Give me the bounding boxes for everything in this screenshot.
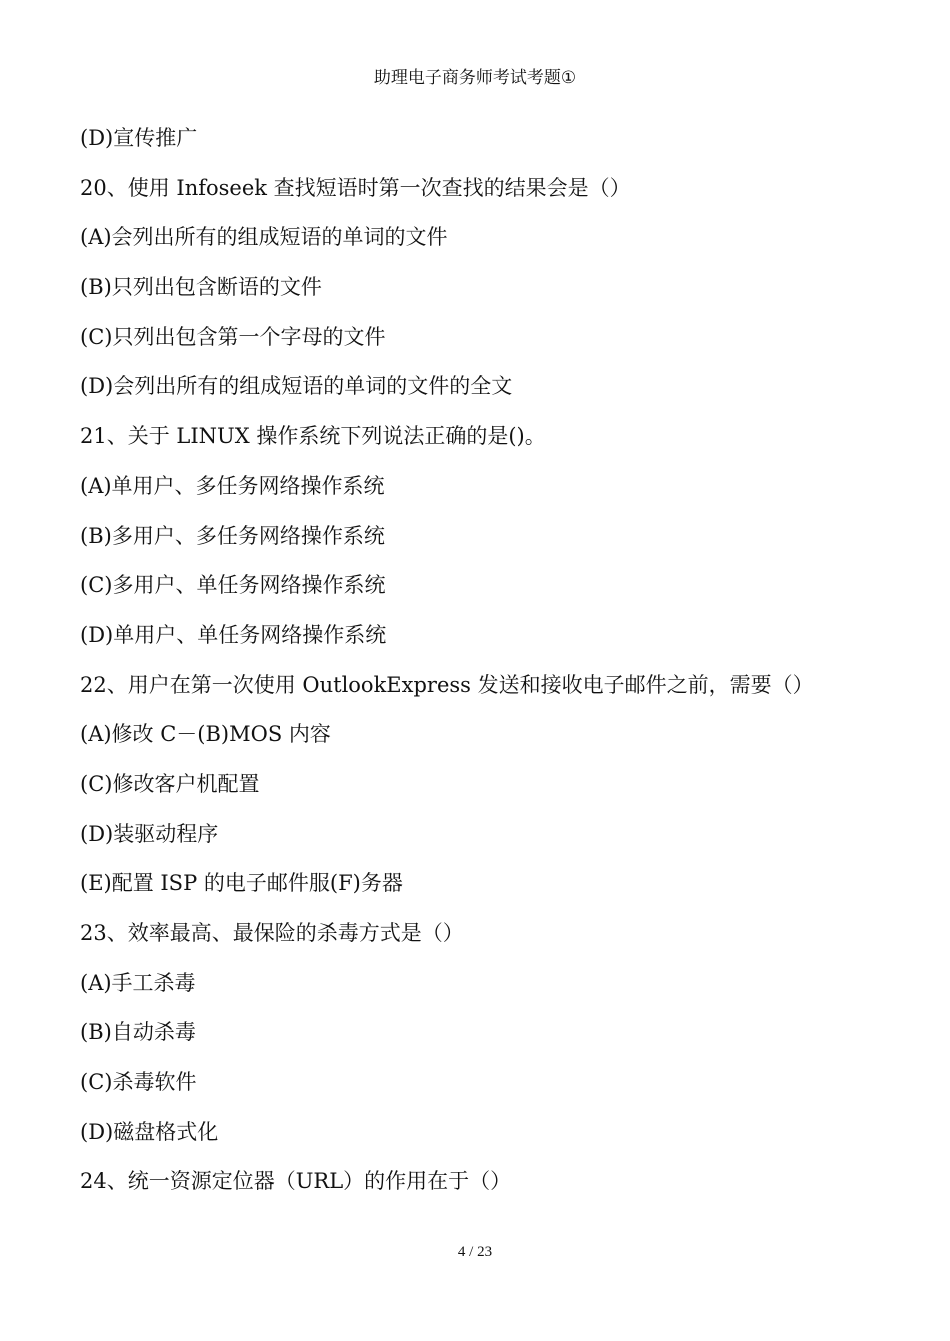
question-23: 23、效率最高、最保险的杀毒方式是（） [80,921,464,945]
question-22-option-d: (D)装驱动程序 [80,821,219,846]
question-20: 20、使用 Infoseek 查找短语时第一次查找的结果会是（） [80,175,631,200]
question-22-option-e: (E)配置 ISP 的电子邮件服(F)务器 [80,871,403,896]
question-21-option-b: (B)多用户、多任务网络操作系统 [80,523,385,548]
question-21-option-c: (C)多用户、单任务网络操作系统 [80,573,386,598]
question-20-option-a: (A)会列出所有的组成短语的单词的文件 [80,225,448,250]
question-22-option-a: (A)修改 C－(B)MOS 内容 [80,722,331,747]
question-20-option-b: (B)只列出包含断语的文件 [80,275,322,300]
question-24: 24、统一资源定位器（URL）的作用在于（） [80,1169,512,1194]
question-21-option-d: (D)单用户、单任务网络操作系统 [80,622,387,647]
question-23-option-d: (D)磁盘格式化 [80,1119,219,1144]
question-23-option-c: (C)杀毒软件 [80,1070,197,1095]
question-21: 21、关于 LINUX 操作系统下列说法正确的是()。 [80,424,546,449]
option-20-prev-d: (D)宣传推广 [80,126,198,150]
question-23-option-b: (B)自动杀毒 [80,1020,196,1045]
question-20-option-d: (D)会列出所有的组成短语的单词的文件的全文 [80,374,513,399]
question-21-option-a: (A)单用户、多任务网络操作系统 [80,473,385,498]
question-22-option-c: (C)修改客户机配置 [80,771,260,796]
question-23-option-a: (A)手工杀毒 [80,970,196,995]
question-20-option-c: (C)只列出包含第一个字母的文件 [80,324,386,349]
question-22: 22、用户在第一次使用 OutlookExpress 发送和接收电子邮件之前，需要（） [80,672,814,697]
page-number: 4 / 23 [457,1244,493,1260]
document-body [80,118,880,1211]
page-header-title: 助理电子商务师考试考题① [373,68,577,88]
